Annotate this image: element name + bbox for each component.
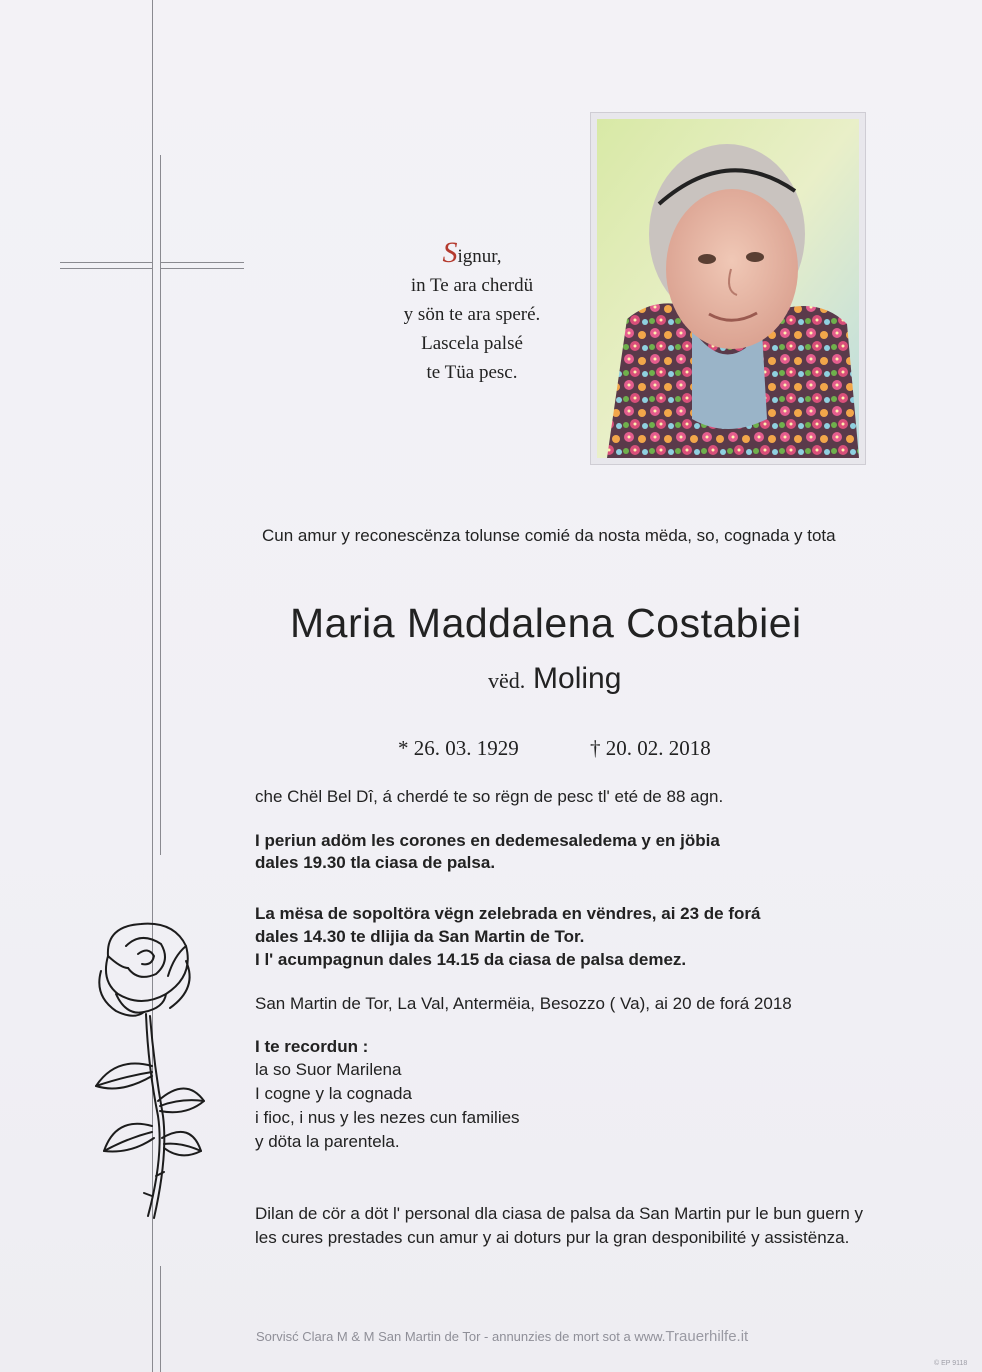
cross-bar-upper: [60, 262, 152, 263]
prayer-line: te Tüa pesc.: [426, 362, 518, 383]
remember-heading: I te recordun :: [255, 1037, 369, 1056]
mass-line: dales 14.30 te dlijia da San Martin de Tor.: [255, 927, 585, 946]
footer-service: Sorvisć Clara M & M San Martin de Tor - annunzies de mort sot a www.: [256, 1329, 666, 1344]
intro-line: Cun amur y reconescënza tolunse comié da nosta mëda, so, cognada y tota: [262, 526, 836, 545]
frame-line-left-inner: [160, 155, 161, 855]
rose-icon: [86, 916, 206, 1236]
prayer-initial: S: [442, 236, 458, 269]
cross-bar-right-2: [160, 268, 244, 269]
prayer-first-rest: ignur,: [457, 246, 502, 267]
mourner-line: I cogne y la cognada: [255, 1084, 412, 1103]
rosary-line: dales 19.30 tla ciasa de palsa.: [255, 853, 496, 872]
deceased-name: Maria Maddalena Costabiei: [290, 600, 802, 646]
married-prefix: vëd.: [488, 668, 526, 693]
frame-line-left-lower: [160, 1266, 161, 1372]
mourner-line: la so Suor Marilena: [255, 1060, 402, 1079]
mass-line: La mësa de sopoltöra vëgn zelebrada en vëndres, ai 23 de forá: [255, 904, 761, 923]
age-line: che Chël Bel Dî, á cherdé te so rëgn de pesc tl' eté de 88 agn.: [255, 787, 724, 806]
thanks-line: Dilan de cör a döt l' personal dla ciasa de palsa da San Martin pur le bun guern y: [255, 1204, 864, 1223]
print-code: © EP 9118: [934, 1360, 968, 1367]
prayer-line: Lascela palsé: [421, 333, 523, 354]
mourner-line: y döta la parentela.: [255, 1132, 400, 1151]
prayer-verse: [372, 238, 572, 387]
portrait-illustration: [597, 119, 859, 458]
prayer-first-line: [372, 238, 572, 271]
footer-credit: [256, 1328, 856, 1345]
place-date: San Martin de Tor, La Val, Antermëia, Besozzo ( Va), ai 20 de forá 2018: [255, 994, 792, 1013]
married-surname: Moling: [533, 662, 622, 695]
thanks-line: les cures prestades cun amur y ai doturs pur la gran desponibilité y assistënza.: [255, 1228, 850, 1247]
portrait-photo: [597, 119, 859, 458]
birth-date: * 26. 03. 1929: [398, 736, 519, 760]
portrait-frame: [590, 112, 866, 465]
prayer-line: in Te ara cherdü: [410, 275, 534, 296]
rosary-line: I periun adöm les corones en dedemesaledema y en jöbia: [255, 831, 720, 850]
married-name-line: [488, 662, 788, 696]
death-date: † 20. 02. 2018: [590, 736, 711, 760]
prayer-line: y sön te ara speré.: [403, 304, 541, 325]
mourner-line: i fioc, i nus y les nezes cun families: [255, 1108, 520, 1127]
cross-bar-right: [60, 268, 152, 269]
mass-line: I l' acumpagnun dales 14.15 da ciasa de palsa demez.: [255, 950, 687, 969]
footer-website-link[interactable]: Trauerhilfe.it: [665, 1328, 749, 1345]
cross-bar-lower: [160, 262, 244, 263]
